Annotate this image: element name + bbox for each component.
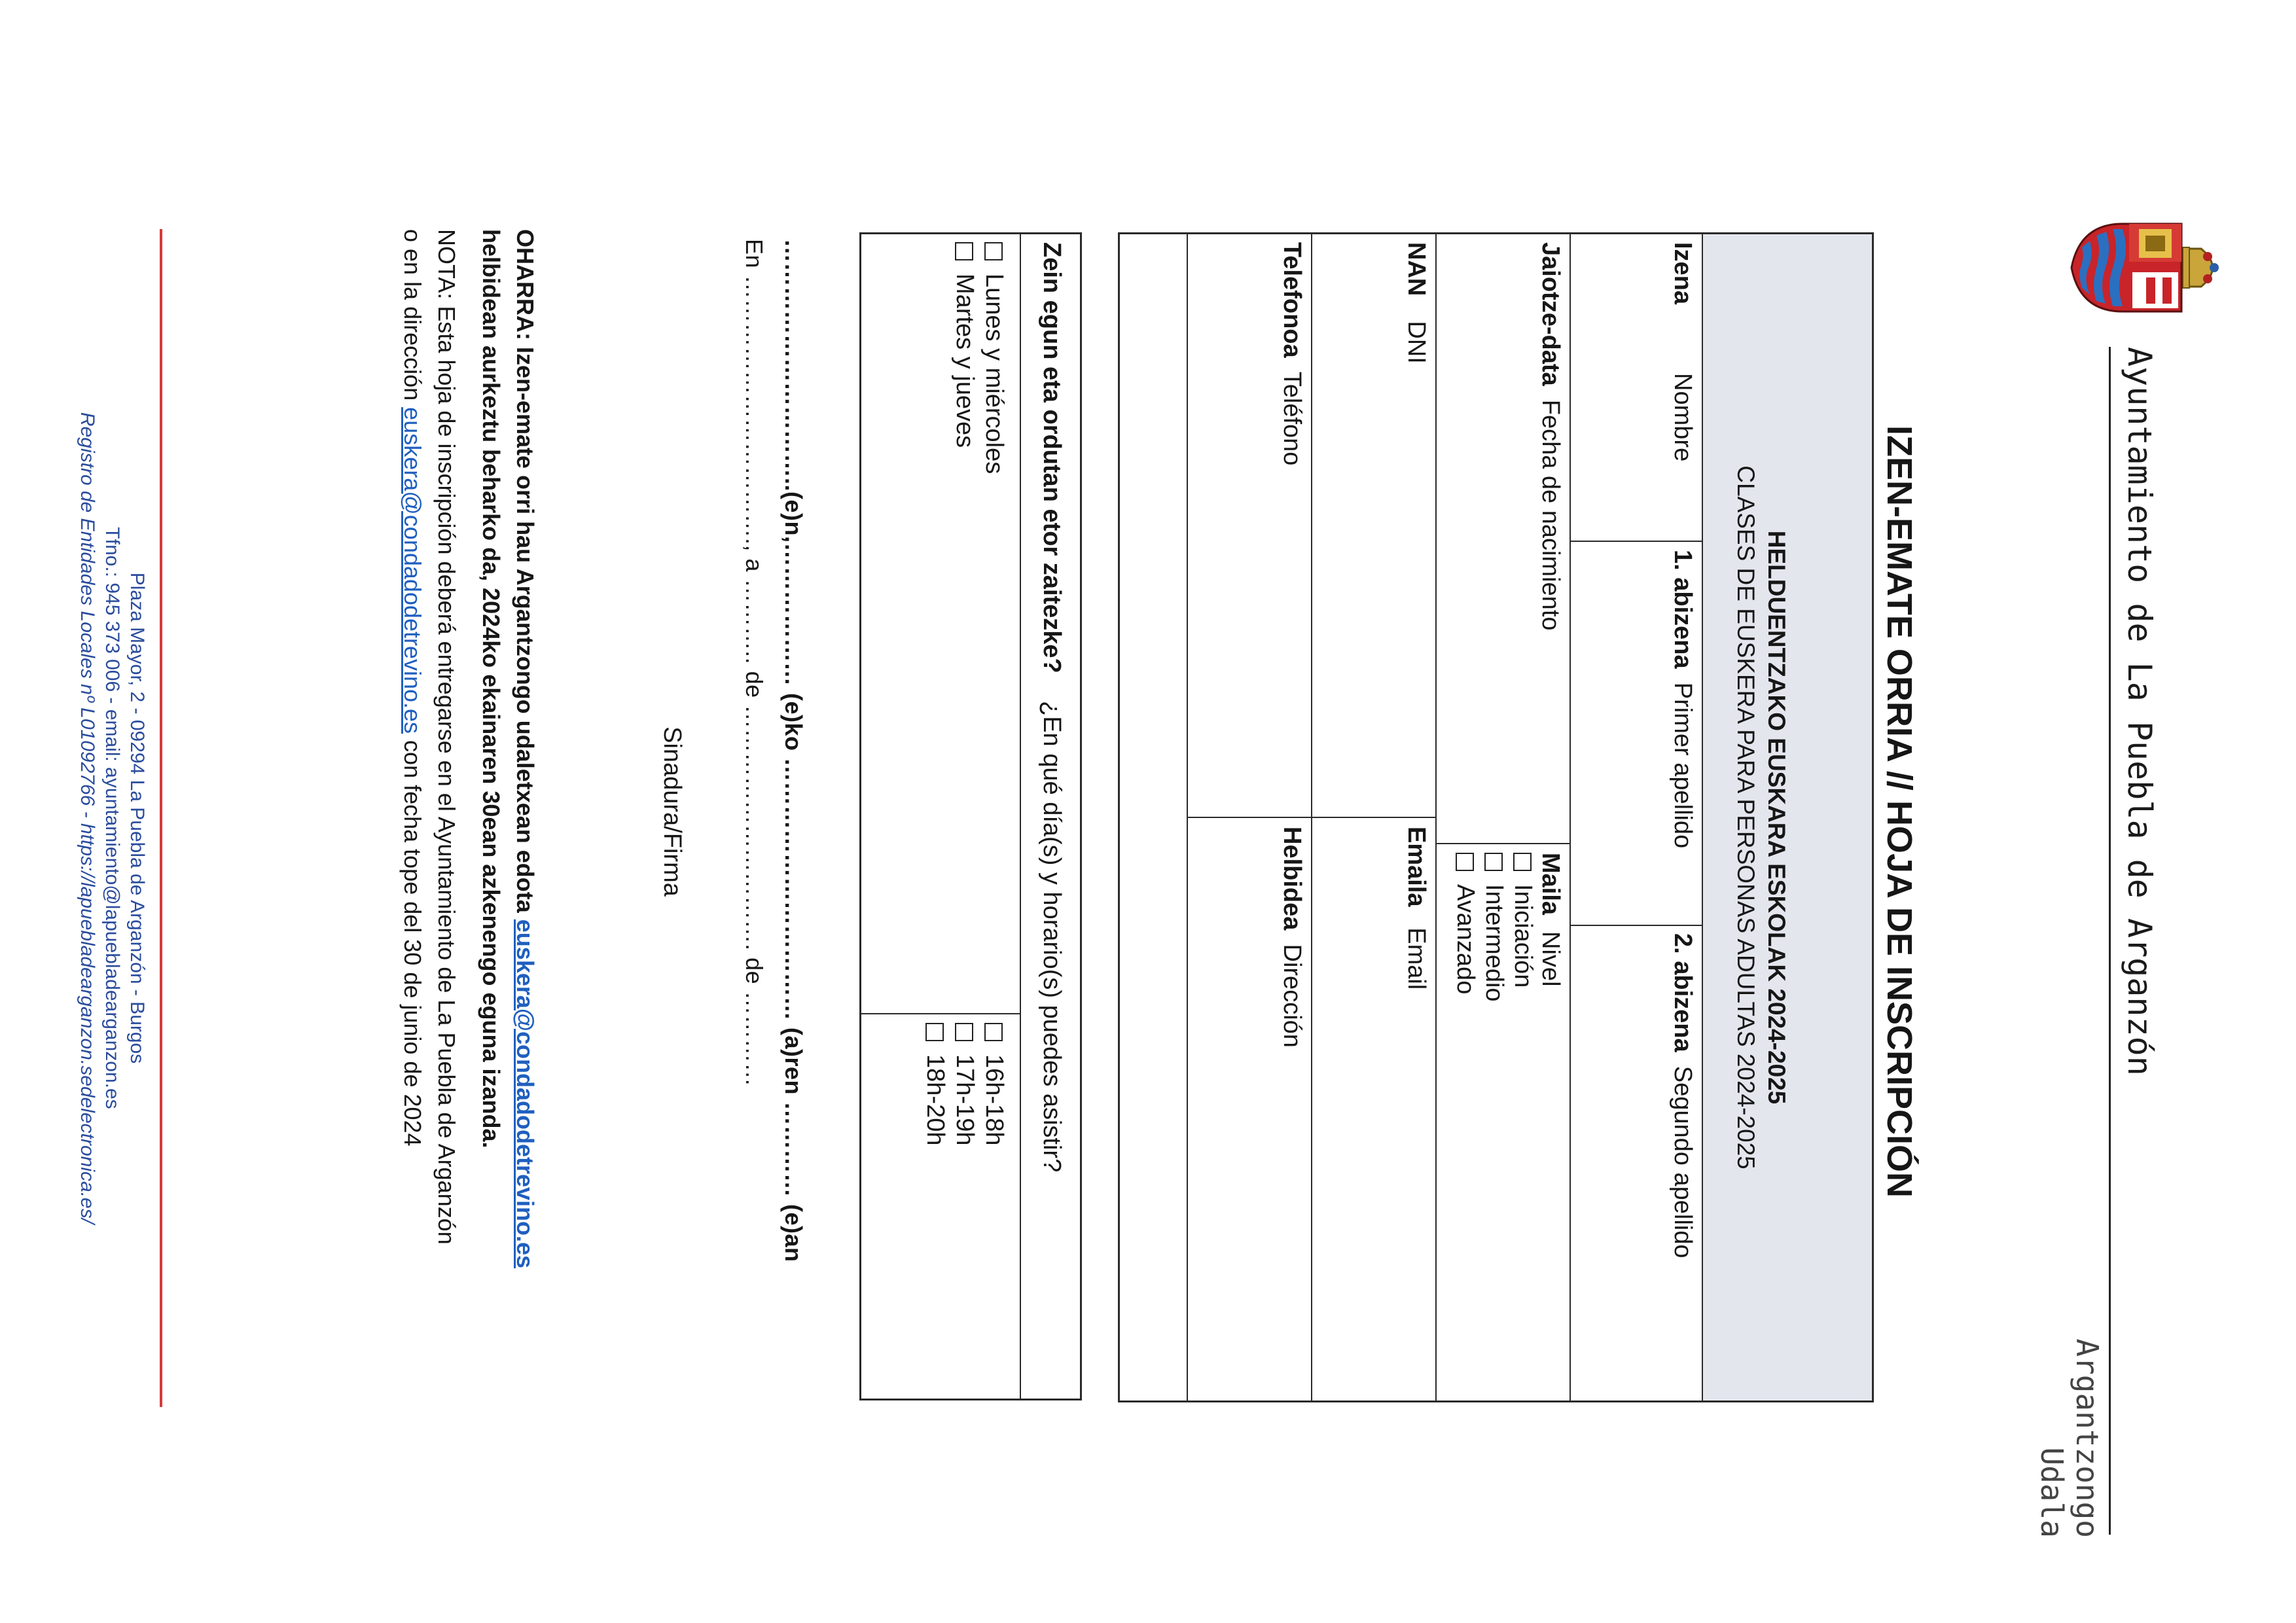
registration-table	[1118, 232, 1874, 1402]
spanish-note-text-3: con fecha tope del 30 de junio de 2024	[399, 734, 426, 1147]
basque-note-text: OHARRA: Izen-emate orri hau Argantzongo udaletxean edota	[512, 229, 539, 919]
abizena1-label: 1. abizena	[1669, 550, 1696, 669]
direccion-label: Dirección	[1278, 944, 1306, 1048]
hour-option-17-19[interactable]: 17h-19h	[950, 1023, 978, 1145]
abizena2-label: 2. abizena	[1669, 933, 1696, 1052]
dni-label: DNI	[1403, 321, 1430, 364]
spanish-note-text: NOTA: Esta hoja de inscripción deberá entregarse en el Ayuntamiento de La Puebla de Arganzón	[433, 229, 460, 1245]
apellido1-label: Primer apellido	[1669, 682, 1696, 849]
column-divider	[861, 1013, 1021, 1014]
surname2-label	[1668, 933, 1696, 1258]
header-rule	[2109, 347, 2111, 1535]
checkbox-icon[interactable]	[955, 242, 973, 260]
row-divider	[1570, 234, 1571, 1400]
nombre-label: Nombre	[1669, 373, 1696, 462]
maila-label: Maila	[1537, 853, 1564, 916]
column-divider	[1437, 843, 1571, 844]
level-option-intermediate[interactable]: Intermedio	[1480, 853, 1508, 1002]
footer-registry: Registro de Entidades Locales nº L01092766 - https://lapuebladearganzon.sedelectronica.es/	[77, 412, 98, 1224]
spanish-note	[395, 229, 463, 1407]
birthdate-field[interactable]	[1442, 242, 1530, 838]
telefono-label: Teléfono	[1278, 371, 1306, 466]
footer-contact: Tfno.: 945 373 006 - email: ayuntamiento@lapuebladearganzon.es	[101, 527, 123, 1109]
hour-option-16-18[interactable]: 16h-18h	[980, 1023, 1008, 1145]
surname2-field[interactable]	[1577, 933, 1662, 1395]
address-label	[1278, 827, 1306, 1048]
izena-label: Izena	[1669, 242, 1696, 305]
phone-label	[1278, 242, 1306, 465]
column-divider	[1571, 925, 1703, 926]
availability-box	[859, 232, 1082, 1400]
contact-email-link[interactable]: euskera@condadodetrevino.es	[399, 407, 426, 734]
phone-field[interactable]	[1194, 242, 1273, 812]
id-number-field[interactable]	[1319, 242, 1397, 812]
municipality-name: Ayuntamiento de La Puebla de Arganzón	[2121, 347, 2159, 1076]
course-title-basque: HELDUENTZAKO EUSKARA ESKOLAK 2024-2025	[1763, 530, 1790, 1105]
helbidea-label: Helbidea	[1278, 827, 1306, 931]
checkbox-icon[interactable]	[1484, 853, 1503, 871]
basque-note-text-2: helbidean aurkeztu beharko da, 2024ko ekainaren 30ean azkenengo eguna izanda.	[478, 229, 505, 1149]
fecha-label: Fecha de nacimiento	[1537, 399, 1564, 631]
spanish-note-text-2: o en la dirección	[399, 229, 426, 408]
level-label	[1536, 853, 1564, 987]
address-field[interactable]	[1122, 827, 1273, 1396]
basque-note	[474, 229, 542, 1407]
surname1-field[interactable]	[1577, 550, 1662, 919]
municipality-name-basque: Argantzongo Udala	[2034, 1338, 2105, 1538]
nivel-label: Nivel	[1537, 931, 1564, 987]
contact-email-link[interactable]: euskera@condadodetrevino.es	[512, 919, 539, 1269]
checkbox-icon[interactable]	[984, 242, 1003, 260]
signature-place-date-spanish[interactable]: En ……………………………., a ……….. de …………………………. de …………	[741, 239, 768, 1087]
day-option-mon-wed[interactable]: Lunes y miércoles	[980, 242, 1008, 474]
availability-question-spanish: ¿En qué día(s) y horario(s) puedes asistir?	[1038, 701, 1066, 1173]
checkbox-icon[interactable]	[984, 1023, 1003, 1041]
email-label	[1402, 827, 1430, 990]
checkbox-icon[interactable]	[1513, 853, 1532, 871]
id-number-label	[1402, 242, 1430, 364]
jaiotze-label: Jaiotze-data	[1537, 242, 1564, 386]
checkbox-icon[interactable]	[955, 1023, 973, 1041]
column-divider	[1571, 541, 1703, 542]
row-divider	[1702, 234, 1703, 1400]
level-option-beginner[interactable]: Iniciación	[1509, 853, 1537, 988]
level-option-advanced[interactable]: Avanzado	[1451, 853, 1479, 994]
row-divider	[1020, 234, 1021, 1399]
emaila-label: Emaila	[1403, 827, 1430, 907]
footer-rule	[160, 229, 162, 1407]
checkbox-icon[interactable]	[1456, 853, 1474, 871]
signature-label: Sinadura/Firma	[658, 726, 686, 897]
birthdate-label	[1536, 242, 1564, 631]
nan-label: NAN	[1403, 242, 1430, 296]
name-field[interactable]	[1577, 242, 1662, 537]
footer-address: Plaza Mayor, 2 - 09294 La Puebla de Arganzón - Burgos	[126, 572, 148, 1064]
surname1-label	[1668, 550, 1696, 848]
column-divider	[1188, 817, 1437, 818]
availability-question	[1037, 242, 1066, 1172]
name-label	[1668, 242, 1696, 461]
footer	[75, 229, 149, 1407]
page-title: IZEN-EMATE ORRIA // HOJA DE INSCRIPCIÓN	[1880, 425, 1919, 1198]
email-field[interactable]	[1319, 827, 1397, 1396]
telefonoa-label: Telefonoa	[1278, 242, 1306, 358]
course-title-spanish: CLASES DE EUSKERA PARA PERSONAS ADULTAS 2024-2025	[1732, 465, 1759, 1169]
apellido2-label: Segundo apellido	[1669, 1065, 1696, 1258]
coat-of-arms-logo	[2067, 209, 2227, 326]
hour-option-18-20[interactable]: 18h-20h	[921, 1023, 949, 1145]
signature-place-date-basque[interactable]: …………………………..(e)n,……………… (e)ko …………………………… (a)ren ………… (e)an	[780, 239, 807, 1262]
day-option-tue-thu[interactable]: Martes y jueves	[950, 242, 978, 448]
email-label-es: Email	[1403, 927, 1430, 990]
checkbox-icon[interactable]	[925, 1023, 944, 1041]
availability-question-basque: Zein egun eta ordutan etor zaitezke?	[1038, 242, 1066, 673]
